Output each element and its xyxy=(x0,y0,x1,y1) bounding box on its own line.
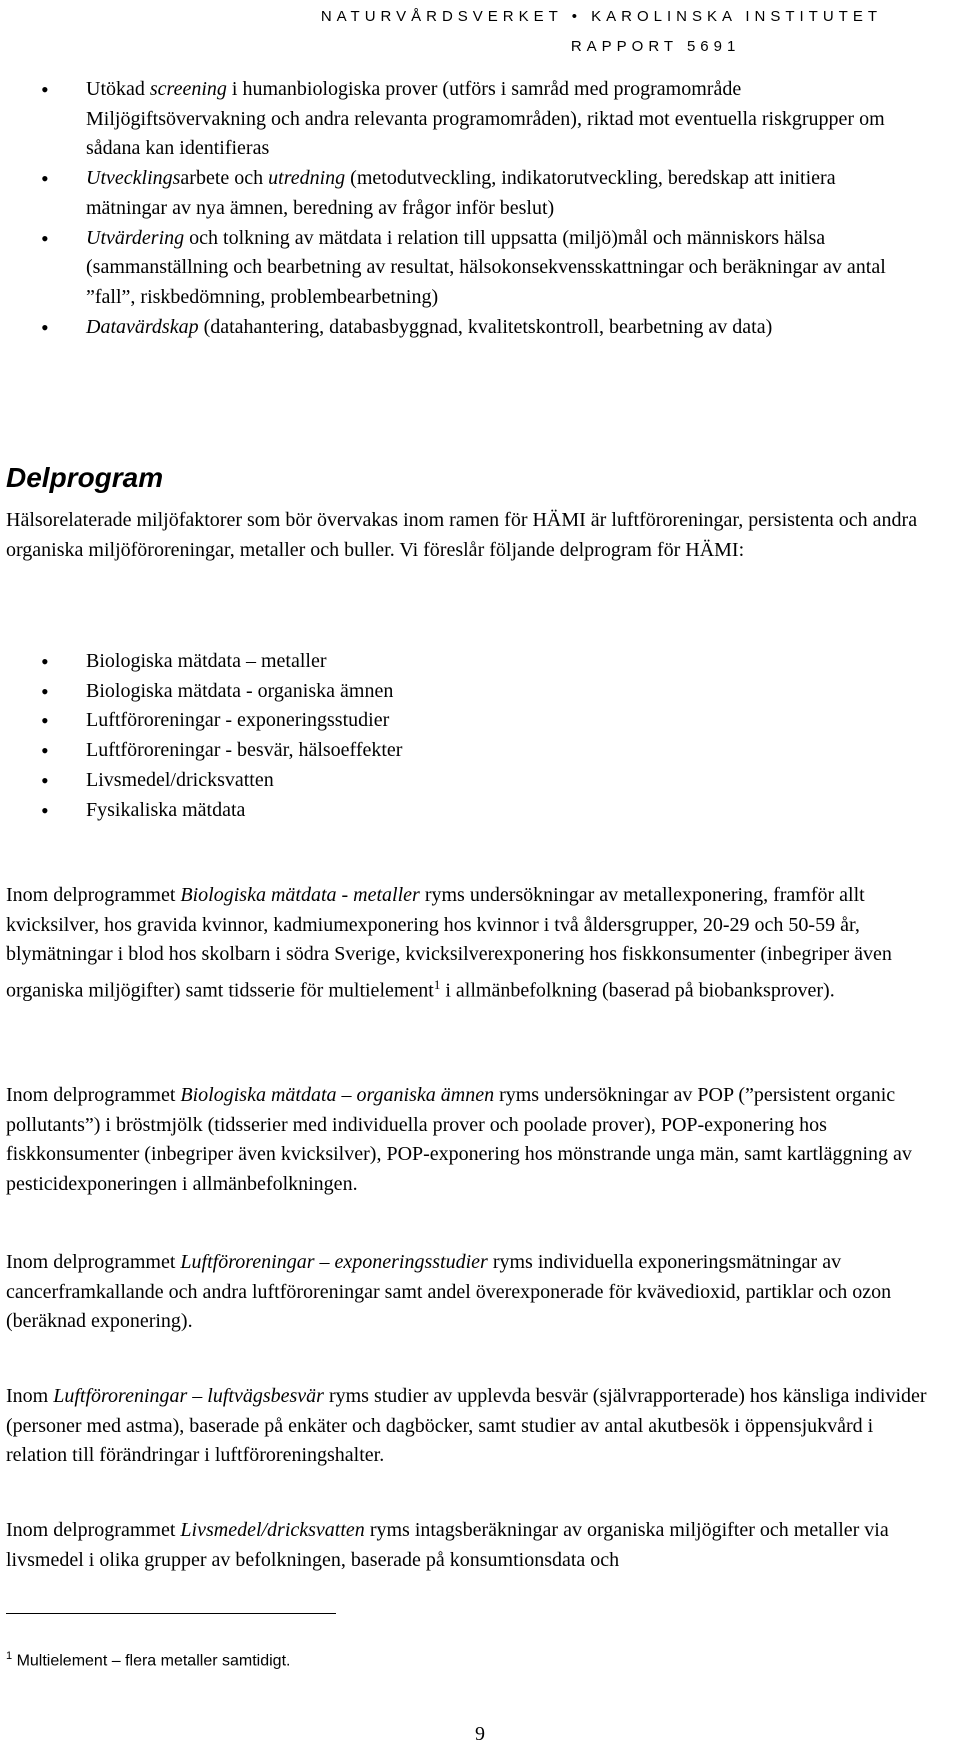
list-item: • Biologiska mätdata – metaller xyxy=(0,647,916,677)
footnote: $^1$ Multielement – flera metaller samtidigt. xyxy=(6,1650,291,1670)
list-item: • Fysikaliska mätdata xyxy=(0,796,916,826)
list-item: • Livsmedel/dricksvatten xyxy=(0,766,916,796)
paragraph-organic: Inom delprogrammet Biologiska mätdata – organiska ämnen ryms undersökningar av POP (”persistent organic pollutants”) i bröstmjölk (tidsserier med individuella prover och poolade prover), POP-exponering hos fiskkonsumenter (inbegriper även kvicksilver), POP-exponering hos mönstrande unga män, samt kartläggning av pesticidexponeringen i allmänbefolkningen. xyxy=(6,1084,912,1195)
report-header xyxy=(321,2,882,62)
list-item: • Biologiska mätdata - organiska ämnen xyxy=(0,677,916,707)
list-item: • Datavärdskap (datahantering, databasbyggnad, kvalitetskontroll, bearbetning av data) xyxy=(0,313,916,343)
list-item: • Utökad screening i humanbiologiska prover (utförs i samråd med programområde Miljögiftsövervakning och andra relevanta programområden), riktad mot eventuella riskgrupper om sådana kan identifieras xyxy=(0,75,916,164)
activity-bullet-list xyxy=(0,75,916,342)
paragraph-food-water: Inom delprogrammet Livsmedel/dricksvatten ryms intagsberäkningar av organiska miljögifter och metaller via livsmedel i olika grupper av befolkningen, baserade på konsumtionsdata och xyxy=(6,1519,889,1571)
page-number: 9 xyxy=(475,1723,485,1745)
footnote-divider xyxy=(6,1613,336,1614)
list-item: • Luftföroreningar - besvär, hälsoeffekter xyxy=(0,736,916,766)
list-item: • Utvärdering och tolkning av mätdata i relation till uppsatta (miljö)mål och människors hälsa (sammanställning och bearbetning av resultat, hälsokonsekvensskattningar och beräkningar av antal ”fall”, riskbedömning, problembearbetning) xyxy=(0,224,916,313)
header-report-number: RAPPORT 5691 xyxy=(570,38,741,55)
footnote-ref: 1 xyxy=(433,976,441,992)
paragraph-airways: Inom Luftföroreningar – luftvägsbesvär ryms studier av upplevda besvär (självrapporterade) hos känsliga individer (personer med astma), baserade på enkäter och dagböcker, samt studier av antal akutbesök i öppensjukvård i relation till förändringar i luftföroreningshalter. xyxy=(6,1385,927,1466)
paragraph-metals: Inom delprogrammet Biologiska mätdata - metaller ryms undersökningar av metallexponering, framför allt kvicksilver, hos gravida kvinnor, kadmiumexponering hos kvinnor i två åldersgrupper, 20-29 och 50-59 år, blymätningar i blod hos skolbarn i södra Sverige, kvicksilverexponering hos fiskkonsumenter (inbegriper även organiska miljögifter) samt tidsserie för multielement$^1$ i allmänbefolkning (baserad på biobanksprover). xyxy=(6,884,892,1002)
section-heading: Delprogram xyxy=(6,462,164,493)
subprogram-list xyxy=(0,647,916,825)
header-institutions: NATURVÅRDSVERKET • KAROLINSKA INSTITUTET xyxy=(320,8,882,25)
list-item: • Utvecklingsarbete och utredning (metodutveckling, indikatorutveckling, beredskap att initiera mätningar av nya ämnen, beredning av frågor inför beslut) xyxy=(0,164,916,223)
list-item: • Luftföroreningar - exponeringsstudier xyxy=(0,706,916,736)
intro-paragraph: Hälsorelaterade miljöfaktorer som bör övervakas inom ramen för HÄMI är luftföroreningar, persistenta och andra organiska miljöföroreningar, metaller och buller. Vi föreslår följande delprogram för HÄMI: xyxy=(6,509,918,561)
paragraph-exposure: Inom delprogrammet Luftföroreningar – exponeringsstudier ryms individuella exponeringsmätningar av cancerframkallande och andra luftföroreningar samt andel överexponerade för kvävedioxid, partiklar och ozon (beräknad exponering). xyxy=(6,1251,892,1332)
